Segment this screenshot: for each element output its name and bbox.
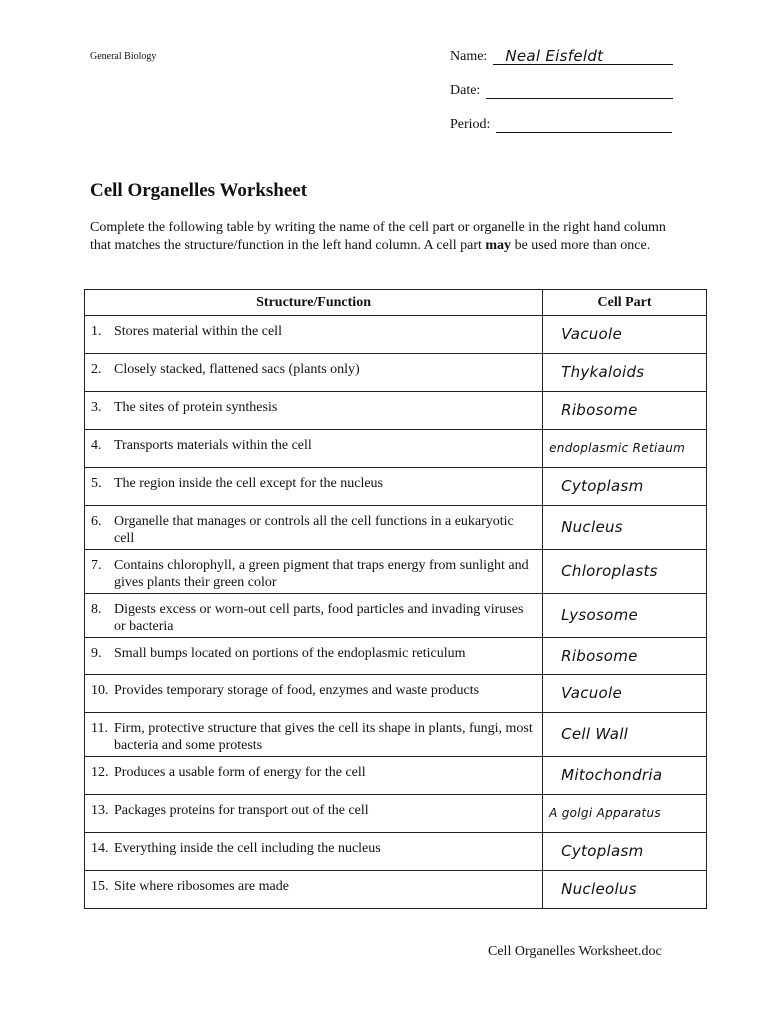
item-number: 12. <box>91 765 109 780</box>
structure-function-cell <box>85 871 543 909</box>
table-row <box>85 392 707 430</box>
instructions-emphasis: may <box>485 238 512 253</box>
table-header-row <box>85 290 707 316</box>
cell-part-answer: Cytoplasm <box>561 842 644 860</box>
cell-part-answer-cell[interactable] <box>543 795 707 833</box>
instructions-text: Complete the following table by writing the name of the cell part or organelle in the right hand column that matches the structure/function in the left hand column. A cell part <box>90 220 666 253</box>
structure-function <box>91 399 536 416</box>
instructions-text-end: be used more than once. <box>511 238 651 253</box>
structure-function <box>91 764 536 781</box>
cell-part-answer-cell[interactable] <box>543 506 707 550</box>
cell-part-answer-cell[interactable] <box>543 638 707 675</box>
cell-part-answer-cell[interactable] <box>543 833 707 871</box>
structure-function-cell <box>85 713 543 757</box>
cell-part-answer: Ribosome <box>561 646 638 665</box>
item-number: 11. <box>91 721 108 736</box>
item-description: The region inside the cell except for the nucleus <box>114 476 384 491</box>
structure-function <box>91 475 536 492</box>
item-number: 8. <box>91 602 102 617</box>
structure-function-cell <box>85 638 543 675</box>
structure-function <box>91 720 536 754</box>
date-label: Date: <box>450 83 481 98</box>
structure-function-cell <box>85 594 543 638</box>
item-description: Transports materials within the cell <box>114 438 312 453</box>
cell-part-answer: endoplasmic Retiaum <box>549 441 686 455</box>
item-number: 6. <box>91 514 102 529</box>
cell-part-answer-cell[interactable] <box>543 316 707 354</box>
cell-part-answer: Mitochondria <box>561 766 663 784</box>
structure-function <box>91 361 536 378</box>
table-row <box>85 713 707 757</box>
organelle-table <box>84 289 707 909</box>
item-number: 10. <box>91 683 109 698</box>
course-label: General Biology <box>90 51 157 62</box>
item-description: Closely stacked, flattened sacs (plants only) <box>114 362 360 377</box>
structure-function <box>91 840 536 857</box>
structure-function <box>91 645 536 662</box>
cell-part-answer: Lysosome <box>561 606 639 624</box>
item-number: 13. <box>91 803 109 818</box>
table-row <box>85 795 707 833</box>
item-number: 3. <box>91 400 102 415</box>
item-description: The sites of protein synthesis <box>114 400 278 415</box>
table-row <box>85 550 707 594</box>
cell-part-answer-cell[interactable] <box>543 675 707 713</box>
item-number: 14. <box>91 841 109 856</box>
table-row <box>85 594 707 638</box>
structure-function <box>91 323 536 340</box>
page-title: Cell Organelles Worksheet <box>90 180 308 201</box>
structure-function <box>91 557 536 591</box>
cell-part-answer: Vacuole <box>561 684 623 702</box>
column-header-cell-part: Cell Part <box>543 290 707 316</box>
table-row <box>85 833 707 871</box>
structure-function <box>91 601 536 635</box>
column-header-structure: Structure/Function <box>85 290 543 316</box>
structure-function <box>91 682 536 699</box>
structure-function-cell <box>85 833 543 871</box>
item-number: 9. <box>91 646 102 661</box>
table-row <box>85 638 707 675</box>
structure-function-cell <box>85 354 543 392</box>
cell-part-answer-cell[interactable] <box>543 392 707 430</box>
period-label: Period: <box>450 117 491 132</box>
structure-function-cell <box>85 757 543 795</box>
cell-part-answer-cell[interactable] <box>543 430 707 468</box>
period-field <box>450 114 672 133</box>
instructions <box>90 219 690 255</box>
structure-function-cell <box>85 675 543 713</box>
structure-function <box>91 437 536 454</box>
structure-function-cell <box>85 550 543 594</box>
cell-part-answer: Chloroplasts <box>561 562 658 580</box>
item-description: Packages proteins for transport out of the cell <box>114 803 369 818</box>
name-label: Name: <box>450 49 488 64</box>
table-row <box>85 506 707 550</box>
cell-part-answer-cell[interactable] <box>543 468 707 506</box>
footer-filename: Cell Organelles Worksheet.doc <box>488 944 662 959</box>
item-number: 5. <box>91 476 102 491</box>
item-description: Provides temporary storage of food, enzymes and waste products <box>114 683 480 698</box>
structure-function <box>91 513 536 547</box>
cell-part-answer: Nucleus <box>561 518 623 536</box>
cell-part-answer: Cell Wall <box>561 725 629 743</box>
item-description: Everything inside the cell including the nucleus <box>114 841 381 856</box>
item-description: Organelle that manages or controls all the cell functions in a eukaryotic cell <box>114 514 514 546</box>
date-line[interactable] <box>486 80 673 99</box>
cell-part-answer-cell[interactable] <box>543 354 707 392</box>
item-number: 15. <box>91 879 109 894</box>
date-field <box>450 80 673 99</box>
item-number: 7. <box>91 558 102 573</box>
cell-part-answer-cell[interactable] <box>543 757 707 795</box>
cell-part-answer-cell[interactable] <box>543 550 707 594</box>
structure-function-cell <box>85 468 543 506</box>
item-number: 1. <box>91 324 102 339</box>
cell-part-answer-cell[interactable] <box>543 871 707 909</box>
cell-part-answer: Thykaloids <box>561 363 645 381</box>
item-description: Stores material within the cell <box>114 324 282 339</box>
structure-function-cell <box>85 506 543 550</box>
structure-function-cell <box>85 316 543 354</box>
item-number: 2. <box>91 362 102 377</box>
period-line[interactable] <box>496 114 672 133</box>
table-row <box>85 354 707 392</box>
name-field <box>450 46 673 65</box>
table-row <box>85 757 707 795</box>
table-row <box>85 468 707 506</box>
cell-part-answer: A golgi Apparatus <box>549 806 661 820</box>
table-row <box>85 871 707 909</box>
table-row <box>85 316 707 354</box>
structure-function-cell <box>85 392 543 430</box>
item-description: Firm, protective structure that gives the cell its shape in plants, fungi, most bacteria and some protests <box>114 721 533 753</box>
item-description: Small bumps located on portions of the endoplasmic reticulum <box>114 646 466 661</box>
item-description: Site where ribosomes are made <box>114 879 289 894</box>
item-description: Contains chlorophyll, a green pigment that traps energy from sunlight and gives plants their green color <box>114 558 529 590</box>
item-description: Produces a usable form of energy for the cell <box>114 765 366 780</box>
structure-function-cell <box>85 430 543 468</box>
item-number: 4. <box>91 438 102 453</box>
name-line[interactable] <box>493 46 673 65</box>
structure-function-cell <box>85 795 543 833</box>
item-description: Digests excess or worn-out cell parts, food particles and invading viruses or bacteria <box>114 602 524 634</box>
cell-part-answer: Cytoplasm <box>561 477 644 495</box>
table-row <box>85 675 707 713</box>
cell-part-answer-cell[interactable] <box>543 713 707 757</box>
structure-function <box>91 802 536 819</box>
cell-part-answer: Nucleolus <box>561 880 637 898</box>
table-row <box>85 430 707 468</box>
structure-function <box>91 878 536 895</box>
cell-part-answer: Ribosome <box>561 401 638 419</box>
cell-part-answer: Vacuole <box>561 325 623 343</box>
cell-part-answer-cell[interactable] <box>543 594 707 638</box>
name-value: Neal Eisfeldt <box>505 47 604 65</box>
